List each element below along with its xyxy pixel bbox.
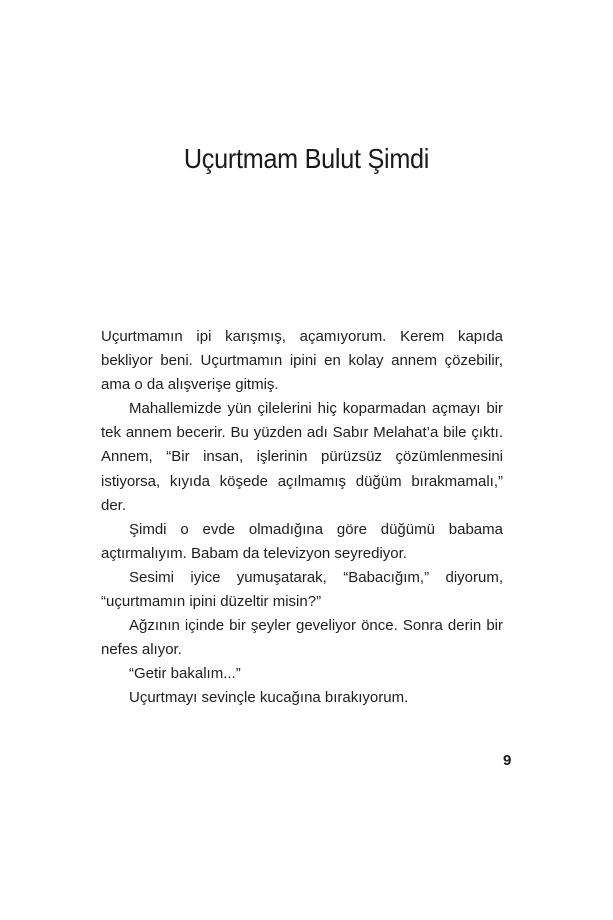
paragraph: “Getir bakalım...” — [129, 665, 241, 683]
paragraph: Mahallemizde yün çilelerini hiç koparmadan açmayı bir tek annem becerir. Bu yüzden adı Sabır Melahat’a bile çıktı. Annem, “Bir insan, işlerinin pürüzsüz çözümlenmesini istiyorsa, kıyıda köşede açılmamış düğüm bırakmamalı,” der. — [101, 400, 503, 514]
paragraph: Sesimi iyice yumuşatarak, “Babacığım,” diyorum, “uçurtmamın ipini düzeltir misin?” — [101, 568, 503, 611]
paragraph: Uçurtmamın ipi karışmış, açamıyorum. Kerem kapıda bekliyor beni. Uçurtmamın ipini en kolay annem çözebilir, ama o da alışverişe gitmiş. — [101, 328, 503, 394]
chapter-title: Uçurtmam Bulut Şimdi — [183, 143, 430, 174]
paragraph: Uçurtmayı sevinçle kucağına bırakıyorum. — [129, 689, 409, 707]
page-number: 9 — [503, 752, 512, 769]
chapter-body — [101, 325, 503, 711]
paragraph: Şimdi o evde olmadığına göre düğümü babama açtırmalıyım. Babam da televizyon seyrediyor. — [101, 520, 503, 562]
paragraph: Ağzının içinde bir şeyler geveliyor önce. Sonra derin bir nefes alıyor. — [101, 617, 503, 659]
